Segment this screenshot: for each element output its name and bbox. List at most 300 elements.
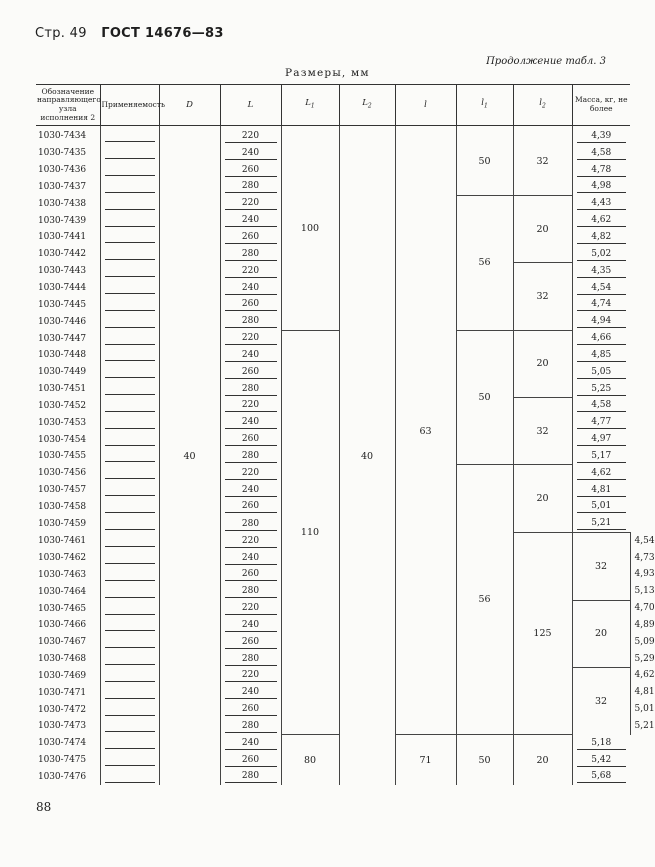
blank-entry-line <box>105 368 155 378</box>
table-row: 1030-7466 240 4,89 <box>36 617 630 634</box>
merged-L1-cell: 100 <box>281 126 339 331</box>
merged-l-cell: 63 <box>395 126 456 735</box>
length-L-cell <box>220 769 281 786</box>
mass-value: 4,77 <box>577 416 627 429</box>
merged-l-cell: 71 <box>395 735 456 786</box>
blank-entry-line <box>105 722 155 732</box>
length-L-value: 240 <box>225 349 277 362</box>
mass-cell <box>572 246 630 263</box>
designation-cell: 1030-7445 <box>38 299 86 310</box>
length-L-cell <box>220 600 281 617</box>
mass-cell <box>572 179 630 196</box>
length-L-value: 220 <box>225 669 277 682</box>
length-L-value: 280 <box>225 653 277 666</box>
mass-value: 4,66 <box>577 332 627 345</box>
applicability-cell <box>100 212 159 229</box>
mass-cell <box>572 195 630 212</box>
designation-cell: 1030-7463 <box>38 569 86 580</box>
applicability-cell <box>100 752 159 769</box>
designation-cell: 1030-7449 <box>38 367 86 378</box>
col-header-l1-sub: 1 <box>483 102 488 110</box>
length-L-value: 220 <box>225 332 277 345</box>
applicability-cell <box>100 668 159 685</box>
length-L-value: 220 <box>225 535 277 548</box>
merged-l2-cell: 32 <box>513 398 572 465</box>
length-L-cell <box>220 162 281 179</box>
mass-cell <box>572 145 630 162</box>
designation-cell: 1030-7435 <box>38 148 86 159</box>
applicability-cell <box>100 684 159 701</box>
col-header-designation: Обозначение направляющего узла исполнения 2 <box>36 85 100 126</box>
mass-cell <box>572 465 630 482</box>
applicability-cell <box>100 482 159 499</box>
length-L-cell <box>220 179 281 196</box>
blank-entry-line <box>105 689 155 699</box>
length-L-cell <box>220 229 281 246</box>
table-row: 1030-7464 280 5,13 <box>36 583 630 600</box>
blank-entry-line <box>105 217 155 227</box>
designation-cell: 1030-7475 <box>38 755 86 766</box>
length-L-cell <box>220 364 281 381</box>
merged-l2-cell: 32 <box>572 668 630 735</box>
length-L-value: 220 <box>225 467 277 480</box>
length-L-cell <box>220 735 281 752</box>
length-L-cell <box>220 634 281 651</box>
blank-entry-line <box>105 284 155 294</box>
table-header-row <box>36 85 630 126</box>
length-L-cell <box>220 431 281 448</box>
col-header-L2-main: L <box>362 97 368 108</box>
blank-entry-line <box>105 318 155 328</box>
applicability-cell <box>100 246 159 263</box>
mass-value: 4,82 <box>577 231 627 244</box>
length-L-cell <box>220 533 281 550</box>
blank-entry-line <box>105 520 155 530</box>
length-L-cell <box>220 330 281 347</box>
mass-cell <box>572 229 630 246</box>
length-L-value: 260 <box>225 636 277 649</box>
col-header-L1-sub: 1 <box>310 102 315 110</box>
mass-cell <box>572 398 630 415</box>
designation-cell: 1030-7472 <box>38 704 86 715</box>
col-header-L1 <box>281 85 339 126</box>
designation-cell: 1030-7454 <box>38 434 86 445</box>
applicability-cell <box>100 769 159 786</box>
blank-entry-line <box>105 132 155 142</box>
blank-entry-line <box>105 638 155 648</box>
applicability-cell <box>100 347 159 364</box>
mass-cell <box>572 735 630 752</box>
merged-l2-cell: 20 <box>513 330 572 397</box>
length-L-value: 260 <box>225 231 277 244</box>
col-header-l2-sub: 2 <box>541 102 546 110</box>
blank-entry-line <box>105 385 155 395</box>
mass-cell <box>572 414 630 431</box>
applicability-cell <box>100 330 159 347</box>
blank-entry-line <box>105 250 155 260</box>
applicability-cell <box>100 398 159 415</box>
dimensions-table <box>36 84 655 785</box>
designation-cell: 1030-7455 <box>38 451 86 462</box>
designation-cell: 1030-7459 <box>38 519 86 530</box>
length-L-value: 240 <box>225 214 277 227</box>
col-header-l: l <box>395 85 456 126</box>
designation-cell: 1030-7441 <box>38 232 86 243</box>
designation-cell: 1030-7448 <box>38 350 86 361</box>
length-L-value: 240 <box>225 552 277 565</box>
length-L-value: 220 <box>225 602 277 615</box>
mass-value: 4,98 <box>577 180 627 193</box>
mass-value: 5,18 <box>577 737 627 750</box>
length-L-value: 280 <box>225 450 277 463</box>
length-L-value: 220 <box>225 265 277 278</box>
blank-entry-line <box>105 537 155 547</box>
applicability-cell <box>100 126 159 145</box>
designation-cell: 1030-7452 <box>38 400 86 411</box>
blank-entry-line <box>105 469 155 479</box>
length-L-value: 260 <box>225 164 277 177</box>
mass-value: 4,97 <box>577 433 627 446</box>
mass-value: 5,05 <box>577 366 627 379</box>
length-L-value: 280 <box>225 180 277 193</box>
mass-value: 5,42 <box>577 754 627 767</box>
blank-entry-line <box>105 571 155 581</box>
blank-entry-line <box>105 149 155 159</box>
col-header-mass: Масса, кг, не более <box>572 85 630 126</box>
applicability-cell <box>100 566 159 583</box>
mass-value: 4,62 <box>577 467 627 480</box>
designation-cell: 1030-7476 <box>38 771 86 782</box>
table-row: 1030-7465 220 20 4,70 <box>36 600 630 617</box>
designation-cell: 1030-7471 <box>38 687 86 698</box>
mass-value: 5,02 <box>577 248 627 261</box>
length-L-value: 220 <box>225 130 277 143</box>
length-L-value: 240 <box>225 686 277 699</box>
applicability-cell <box>100 634 159 651</box>
length-L-cell <box>220 398 281 415</box>
table-body <box>36 126 655 786</box>
mass-cell <box>572 752 630 769</box>
mass-value: 4,62 <box>577 214 627 227</box>
blank-entry-line <box>105 756 155 766</box>
col-header-L1-main: L <box>305 97 311 108</box>
length-L-cell <box>220 566 281 583</box>
length-L-value: 240 <box>225 484 277 497</box>
blank-entry-line <box>105 452 155 462</box>
mass-value: 4,54 <box>577 282 627 295</box>
col-header-applicability: Применяемость <box>100 85 159 126</box>
length-L-cell <box>220 195 281 212</box>
merged-l1-cell: 50 <box>456 126 513 196</box>
designation-cell: 1030-7465 <box>38 603 86 614</box>
mass-value: 4,85 <box>577 349 627 362</box>
length-L-value: 260 <box>225 433 277 446</box>
designation-cell: 1030-7468 <box>38 654 86 665</box>
mass-value: 4,78 <box>577 164 627 177</box>
merged-l2-cell: 20 <box>513 735 572 786</box>
length-L-value: 280 <box>225 248 277 261</box>
applicability-cell <box>100 195 159 212</box>
length-L-value: 260 <box>225 298 277 311</box>
page-number: 88 <box>36 800 52 814</box>
table-row: 1030-7471 240 4,81 <box>36 684 630 701</box>
designation-cell: 1030-7458 <box>38 501 86 512</box>
designation-cell: 1030-7473 <box>38 721 86 732</box>
applicability-cell <box>100 448 159 465</box>
length-L-cell <box>220 414 281 431</box>
length-L-value: 240 <box>225 619 277 632</box>
blank-entry-line <box>105 419 155 429</box>
col-header-l2 <box>513 85 572 126</box>
mass-cell <box>572 364 630 381</box>
length-L-cell <box>220 651 281 668</box>
blank-entry-line <box>105 672 155 682</box>
table-row <box>36 330 630 347</box>
mass-value: 5,17 <box>577 450 627 463</box>
applicability-cell <box>100 229 159 246</box>
length-L-value: 280 <box>225 315 277 328</box>
applicability-cell <box>100 313 159 330</box>
blank-entry-line <box>105 605 155 615</box>
blank-entry-line <box>105 436 155 446</box>
mass-cell <box>572 499 630 516</box>
length-L-cell <box>220 684 281 701</box>
designation-cell: 1030-7461 <box>38 536 86 547</box>
length-L-cell <box>220 212 281 229</box>
table-row: 1030-7463 260 4,93 <box>36 566 630 583</box>
merged-l1-cell: 50 <box>456 735 513 786</box>
mass-value: 5,68 <box>577 770 627 783</box>
designation-cell: 1030-7442 <box>38 249 86 260</box>
length-L-cell <box>220 126 281 145</box>
length-L-cell <box>220 381 281 398</box>
length-L-value: 240 <box>225 737 277 750</box>
col-header-l1-main: l <box>481 97 484 108</box>
col-header-L: L <box>220 85 281 126</box>
mass-cell <box>572 515 630 532</box>
blank-entry-line <box>105 402 155 412</box>
length-L-cell <box>220 718 281 735</box>
applicability-cell <box>100 162 159 179</box>
length-L-cell <box>220 752 281 769</box>
length-L-value: 240 <box>225 282 277 295</box>
applicability-cell <box>100 364 159 381</box>
length-L-cell <box>220 448 281 465</box>
length-L-cell <box>220 668 281 685</box>
applicability-cell <box>100 263 159 280</box>
applicability-cell <box>100 414 159 431</box>
length-L-cell <box>220 347 281 364</box>
blank-entry-line <box>105 233 155 243</box>
length-L-value: 240 <box>225 147 277 160</box>
designation-cell: 1030-7467 <box>38 637 86 648</box>
mass-value: 5,01 <box>577 500 627 513</box>
mass-value: 4,81 <box>577 484 627 497</box>
length-L-cell <box>220 465 281 482</box>
designation-cell: 1030-7443 <box>38 266 86 277</box>
mass-cell <box>572 263 630 280</box>
mass-value: 5,21 <box>577 517 627 530</box>
mass-cell <box>572 482 630 499</box>
standard-title: ГОСТ 14676—83 <box>101 26 224 41</box>
col-header-D: D <box>159 85 220 126</box>
merged-L1-cell: 80 <box>281 735 339 786</box>
length-L-cell <box>220 482 281 499</box>
blank-entry-line <box>105 335 155 345</box>
mass-cell <box>572 126 630 145</box>
mass-value: 4,74 <box>577 298 627 311</box>
length-L-cell <box>220 701 281 718</box>
table-row: 1030-7469 220 32 4,62 <box>36 668 630 685</box>
merged-l1-cell: 56 <box>456 195 513 330</box>
table-row <box>36 735 630 752</box>
mass-cell <box>572 330 630 347</box>
mass-cell <box>572 769 630 786</box>
length-L-value: 260 <box>225 754 277 767</box>
blank-entry-line <box>105 267 155 277</box>
applicability-cell <box>100 651 159 668</box>
mass-cell <box>572 280 630 297</box>
length-L-value: 280 <box>225 585 277 598</box>
table-row: 1030-7467 260 5,09 <box>36 634 630 651</box>
blank-entry-line <box>105 655 155 665</box>
designation-cell: 1030-7464 <box>38 586 86 597</box>
length-L-value: 260 <box>225 703 277 716</box>
applicability-cell <box>100 583 159 600</box>
length-L-value: 260 <box>225 500 277 513</box>
merged-L1-cell: 125 <box>513 533 572 735</box>
applicability-cell <box>100 718 159 735</box>
blank-entry-line <box>105 621 155 631</box>
mass-cell <box>572 313 630 330</box>
blank-entry-line <box>105 588 155 598</box>
merged-L2-cell: 40 <box>339 126 395 786</box>
merged-l2-cell: 20 <box>513 195 572 262</box>
table-row: 1030-7461 220 125 32 4,54 <box>36 533 630 550</box>
designation-cell: 1030-7451 <box>38 384 86 395</box>
col-header-l2-main: l <box>539 97 542 108</box>
blank-entry-line <box>105 554 155 564</box>
length-L-cell <box>220 145 281 162</box>
blank-entry-line <box>105 200 155 210</box>
blank-entry-line <box>105 351 155 361</box>
table-row: 1030-7462 240 4,73 <box>36 550 630 567</box>
designation-cell: 1030-7438 <box>38 198 86 209</box>
length-L-cell <box>220 263 281 280</box>
length-L-cell <box>220 296 281 313</box>
designation-cell: 1030-7444 <box>38 283 86 294</box>
designation-cell: 1030-7436 <box>38 165 86 176</box>
mass-cell <box>572 448 630 465</box>
length-L-value: 220 <box>225 197 277 210</box>
merged-l1-cell: 50 <box>456 330 513 465</box>
length-L-cell <box>220 499 281 516</box>
applicability-cell <box>100 600 159 617</box>
applicability-cell <box>100 735 159 752</box>
applicability-cell <box>100 381 159 398</box>
table-row: 1030-7473 280 5,21 <box>36 718 630 735</box>
blank-entry-line <box>105 706 155 716</box>
applicability-cell <box>100 296 159 313</box>
designation-cell: 1030-7437 <box>38 181 86 192</box>
designation-cell: 1030-7474 <box>38 738 86 749</box>
length-L-cell <box>220 550 281 567</box>
applicability-cell <box>100 701 159 718</box>
mass-cell <box>572 347 630 364</box>
length-L-value: 280 <box>225 770 277 783</box>
applicability-cell <box>100 499 159 516</box>
page-header <box>35 26 224 41</box>
designation-cell: 1030-7434 <box>38 131 86 142</box>
table-row: 1030-7468 280 5,29 <box>36 651 630 668</box>
length-L-cell <box>220 617 281 634</box>
blank-entry-line <box>105 301 155 311</box>
designation-cell: 1030-7466 <box>38 620 86 631</box>
applicability-cell <box>100 617 159 634</box>
blank-entry-line <box>105 486 155 496</box>
sizes-caption: Размеры, мм <box>285 67 370 79</box>
designation-cell: 1030-7446 <box>38 316 86 327</box>
blank-entry-line <box>105 503 155 513</box>
merged-l2-cell: 32 <box>513 126 572 196</box>
blank-entry-line <box>105 166 155 176</box>
designation-cell: 1030-7439 <box>38 215 86 226</box>
col-header-L2-sub: 2 <box>367 102 372 110</box>
designation-cell: 1030-7447 <box>38 333 86 344</box>
designation-cell: 1030-7456 <box>38 468 86 479</box>
length-L-cell <box>220 280 281 297</box>
merged-l2-cell: 20 <box>572 600 630 667</box>
mass-value: 4,58 <box>577 399 627 412</box>
designation-cell: 1030-7469 <box>38 670 86 681</box>
applicability-cell <box>100 179 159 196</box>
applicability-cell <box>100 280 159 297</box>
length-L-value: 220 <box>225 399 277 412</box>
mass-cell <box>572 381 630 398</box>
table-row <box>36 126 630 145</box>
applicability-cell <box>100 550 159 567</box>
merged-D-cell: 40 <box>159 126 220 786</box>
mass-cell <box>572 162 630 179</box>
designation-cell: 1030-7462 <box>38 553 86 564</box>
merged-l2-cell: 32 <box>572 533 630 600</box>
mass-value: 4,58 <box>577 147 627 160</box>
length-L-value: 260 <box>225 568 277 581</box>
mass-cell <box>572 296 630 313</box>
designation-cell: 1030-7457 <box>38 485 86 496</box>
applicability-cell <box>100 431 159 448</box>
table-row: 1030-7472 260 5,01 <box>36 701 630 718</box>
length-L-cell <box>220 246 281 263</box>
applicability-cell <box>100 465 159 482</box>
length-L-value: 260 <box>225 366 277 379</box>
mass-cell <box>572 212 630 229</box>
applicability-cell <box>100 145 159 162</box>
page-label: Стр. 49 <box>35 26 87 41</box>
blank-entry-line <box>105 183 155 193</box>
length-L-cell <box>220 583 281 600</box>
mass-value: 4,43 <box>577 197 627 210</box>
mass-value: 5,25 <box>577 383 627 396</box>
length-L-value: 280 <box>225 720 277 733</box>
col-header-l1 <box>456 85 513 126</box>
length-L-value: 240 <box>225 416 277 429</box>
merged-l1-cell: 56 <box>456 465 513 735</box>
mass-value: 4,35 <box>577 265 627 278</box>
col-header-L2 <box>339 85 395 126</box>
applicability-cell <box>100 515 159 532</box>
merged-L1-cell: 110 <box>281 330 339 735</box>
